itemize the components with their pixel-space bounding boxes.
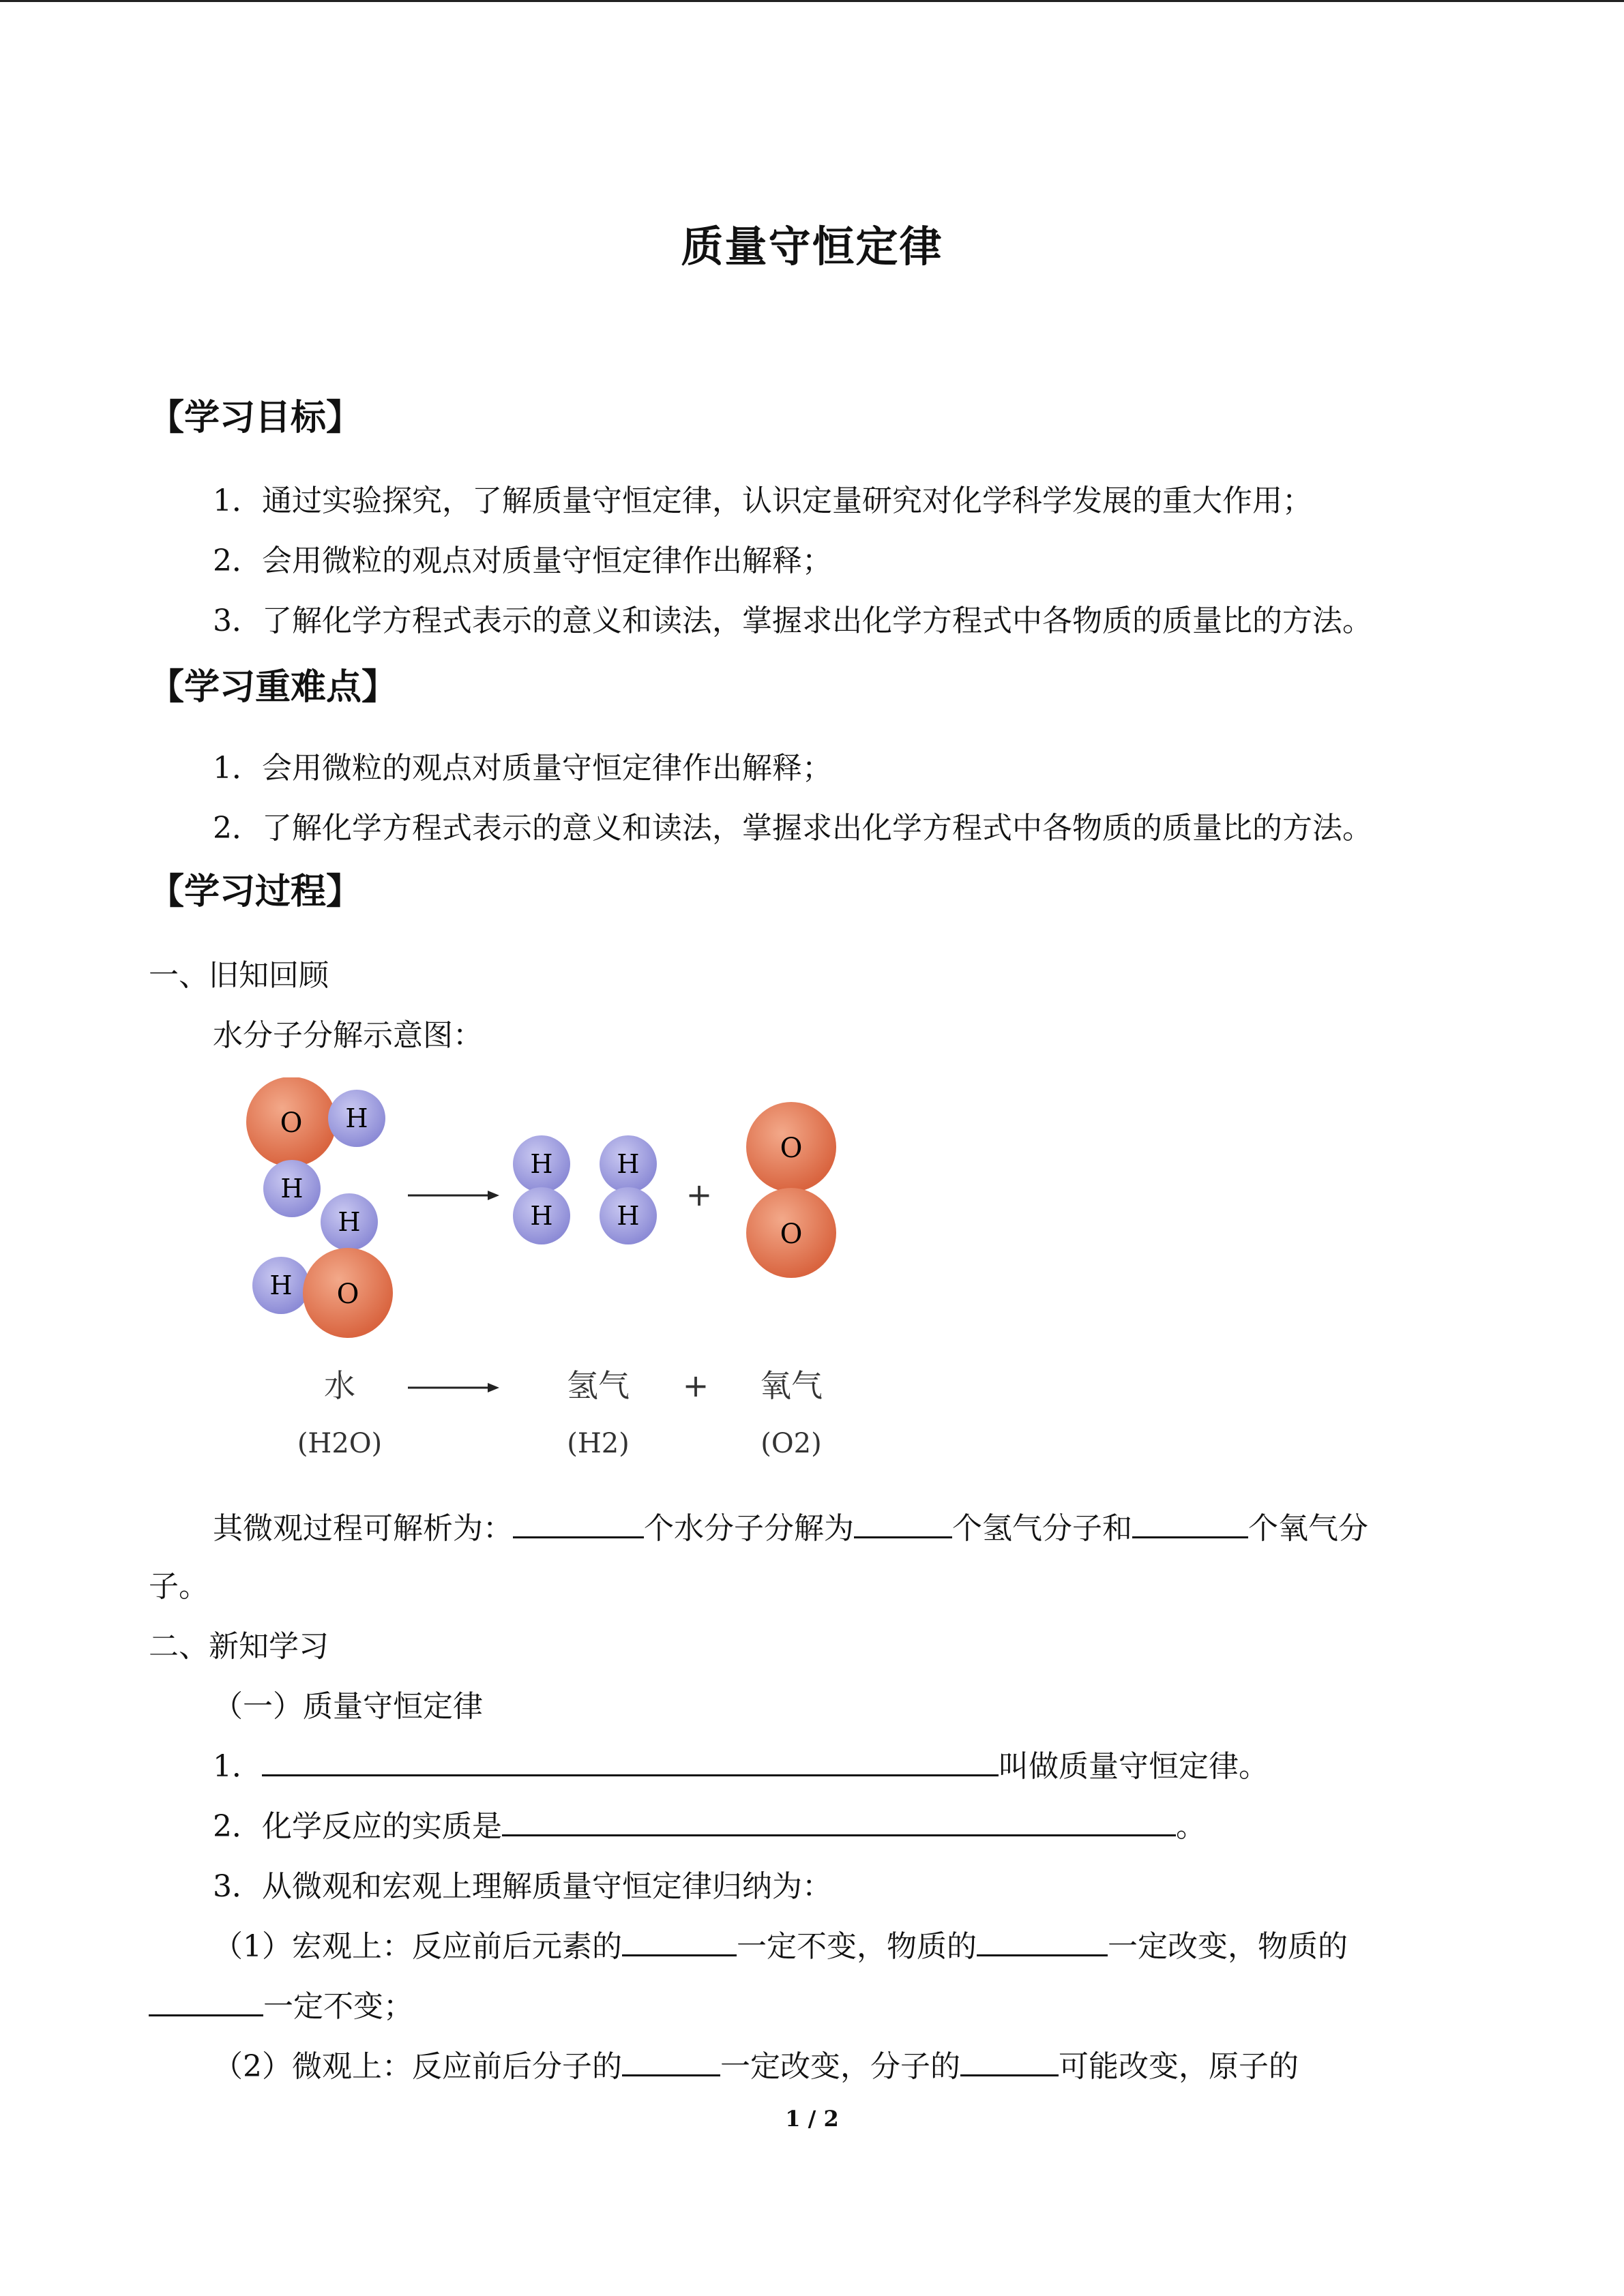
blank-substance-type[interactable] <box>977 1927 1108 1956</box>
top-border <box>0 0 1624 2</box>
goal-number: 3． <box>213 603 262 638</box>
atom-label: O <box>336 1279 359 1310</box>
question-number: 1． <box>213 1749 262 1784</box>
page-number: 1 / 2 <box>785 2106 839 2132</box>
subsection-heading: （一）质量守恒定律 <box>213 1689 483 1724</box>
question-text: （1）宏观上：反应前后元素的 <box>213 1929 622 1964</box>
formula-hydrogen: (H2) <box>567 1428 630 1459</box>
blank-water-count[interactable] <box>513 1509 644 1538</box>
goal-item <box>213 476 1312 520</box>
arrow-head <box>488 1383 499 1392</box>
question-1 <box>213 1742 1269 1785</box>
goal-item <box>213 536 832 580</box>
question-text: 2．化学反应的实质是 <box>213 1809 502 1844</box>
blank-total-mass[interactable] <box>149 1987 263 2016</box>
micro-text: 个氢气分子和 <box>952 1511 1132 1546</box>
goal-item <box>213 596 1372 640</box>
atom-label: H <box>345 1103 368 1133</box>
goal-number: 1． <box>213 483 262 518</box>
atom-label: O <box>780 1133 803 1164</box>
micro-text: 个氧气分 <box>1248 1511 1368 1546</box>
atom-label: H <box>530 1201 553 1231</box>
goal-text: 了解化学方程式表示的意义和读法，掌握求出化学方程式中各物质的质量比的方法。 <box>262 603 1372 638</box>
formula-oxygen: (O2) <box>761 1428 822 1459</box>
blank-oxygen-count[interactable] <box>1132 1509 1248 1538</box>
question-text: （2）微观上：反应前后分子的 <box>213 2049 622 2084</box>
key-point-item <box>213 803 1372 847</box>
atom-label: H <box>530 1149 553 1179</box>
blank-molecule-type[interactable] <box>622 2047 720 2076</box>
key-point-text: 了解化学方程式表示的意义和读法，掌握求出化学方程式中各物质的质量比的方法。 <box>262 811 1372 846</box>
question-3-1-continuation <box>149 1982 413 2025</box>
atom-label: H <box>617 1201 640 1231</box>
formula-water: (H2O) <box>297 1428 383 1459</box>
water-decomposition-diagram <box>232 1077 859 1473</box>
review-heading: 一、旧知回顾 <box>149 958 329 993</box>
micro-process-line <box>213 1504 1368 1547</box>
question-3: 3．从微观和宏观上理解质量守恒定律归纳为： <box>213 1869 832 1904</box>
key-point-number: 1． <box>213 751 262 786</box>
key-point-item <box>213 743 832 787</box>
question-text: 。 <box>1176 1809 1206 1844</box>
question-text: 一定改变，物质的 <box>1108 1929 1348 1964</box>
question-3-1 <box>213 1922 1348 1965</box>
blank-law-definition[interactable] <box>262 1747 999 1776</box>
plus-sign: + <box>682 1367 709 1404</box>
new-learning-heading: 二、新知学习 <box>149 1629 329 1664</box>
page-title: 质量守恒定律 <box>681 222 943 271</box>
label-hydrogen: 氢气 <box>567 1367 630 1404</box>
blank-element-type[interactable] <box>622 1927 737 1956</box>
label-oxygen: 氧气 <box>760 1367 823 1404</box>
atom-label: O <box>780 1219 803 1250</box>
section-heading-goals: 【学习目标】 <box>149 397 362 438</box>
key-point-text: 会用微粒的观点对质量守恒定律作出解释； <box>262 751 832 786</box>
micro-text: 其微观过程可解析为： <box>213 1511 513 1546</box>
question-text: 一定不变，物质的 <box>737 1929 977 1964</box>
figure-caption: 水分子分解示意图： <box>213 1018 483 1053</box>
goal-number: 2． <box>213 543 262 578</box>
atom-label: H <box>338 1207 361 1237</box>
arrow-head <box>488 1191 499 1200</box>
section-heading-key-points: 【学习重难点】 <box>149 666 398 708</box>
question-text: 可能改变，原子的 <box>1059 2049 1299 2084</box>
atom-label: H <box>617 1149 640 1179</box>
question-text: 叫做质量守恒定律。 <box>999 1749 1269 1784</box>
atom-label: H <box>269 1270 293 1300</box>
goal-text: 通过实验探究，了解质量守恒定律，认识定量研究对化学科学发展的重大作用； <box>262 483 1312 518</box>
question-text: 一定改变，分子的 <box>720 2049 960 2084</box>
question-2 <box>213 1802 1206 1845</box>
section-heading-process: 【学习过程】 <box>149 871 362 912</box>
blank-reaction-essence[interactable] <box>502 1807 1176 1836</box>
atom-label: O <box>280 1107 303 1139</box>
blank-hydrogen-count[interactable] <box>854 1509 952 1538</box>
question-3-2 <box>213 2042 1299 2085</box>
blank-molecule-count[interactable] <box>960 2047 1059 2076</box>
question-text: 一定不变； <box>263 1989 413 2024</box>
label-water: 水 <box>324 1367 355 1404</box>
micro-process-continuation: 子。 <box>149 1569 209 1604</box>
atom-label: H <box>280 1174 304 1204</box>
plus-sign: + <box>685 1176 713 1213</box>
key-point-number: 2． <box>213 811 262 846</box>
micro-text: 个水分子分解为 <box>644 1511 854 1546</box>
goal-text: 会用微粒的观点对质量守恒定律作出解释； <box>262 543 832 578</box>
